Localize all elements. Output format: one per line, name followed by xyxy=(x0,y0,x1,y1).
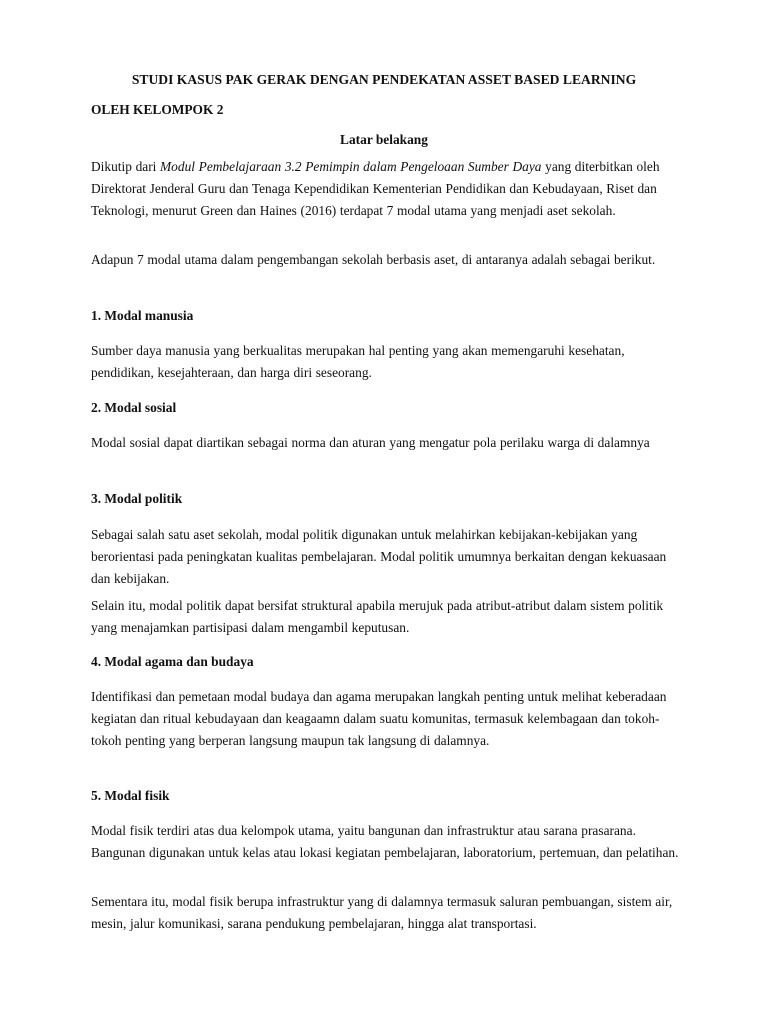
heading-modal-politik: 3. Modal politik xyxy=(91,491,183,506)
heading-modal-agama-budaya: 4. Modal agama dan budaya xyxy=(91,654,254,669)
intro-paragraph-2: Adapun 7 modal utama dalam pengembangan sekolah berbasis aset, di antaranya adalah sebagai berikut. xyxy=(91,252,656,267)
paragraph-modal-fisik-2: Sementara itu, modal fisik berupa infrastruktur yang di dalamnya termasuk saluran pembuangan, sistem air, mesin, jalur komunikasi, sarana pendukung pembelajaran, hingga alat transportasi. xyxy=(91,894,673,931)
section-title: Latar belakang xyxy=(340,132,428,147)
paragraph-modal-manusia: Sumber daya manusia yang berkualitas merupakan hal penting yang akan memengaruhi kesehatan, pendidikan, kesejahteraan, dan harga diri seseorang. xyxy=(91,343,625,380)
heading-modal-manusia: 1. Modal manusia xyxy=(91,308,194,323)
paragraph-modal-agama-budaya: Identifikasi dan pemetaan modal budaya dan agama merupakan langkah penting untuk melihat keberadaan kegiatan dan ritual kebudayaan dan keagaamn dalam suatu komunitas, termasuk kelembagaan dan tokoh-tokoh penting yang berperan langsung maupun tak langsung di dalamnya. xyxy=(91,689,667,748)
intro-paragraph xyxy=(91,156,681,222)
document-subtitle: OLEH KELOMPOK 2 xyxy=(91,102,224,117)
paragraph-modal-sosial: Modal sosial dapat diartikan sebagai norma dan aturan yang mengatur pola perilaku warga di dalamnya xyxy=(91,435,650,450)
paragraph-modal-politik-1: Sebagai salah satu aset sekolah, modal politik digunakan untuk melahirkan kebijakan-kebijakan yang berorientasi pada peningkatan kualitas pembelajaran. Modal politik umumnya berkaitan dengan kekuasaan dan kebijakan. xyxy=(91,527,667,586)
paragraph-modal-fisik-1: Modal fisik terdiri atas dua kelompok utama, yaitu bangunan dan infrastruktur atau sarana prasarana. Bangunan digunakan untuk kelas atau lokasi kegiatan pembelajaran, laboratorium, pertemuan, dan pelatihan. xyxy=(91,823,679,860)
document-title: STUDI KASUS PAK GERAK DENGAN PENDEKATAN ASSET BASED LEARNING xyxy=(131,72,637,87)
paragraph-modal-politik-2: Selain itu, modal politik dapat bersifat struktural apabila merujuk pada atribut-atribut dalam sistem politik yang menajamkan partisipasi dalam mengambil keputusan. xyxy=(91,598,664,635)
heading-modal-sosial: 2. Modal sosial xyxy=(91,400,177,415)
intro-module-title: Modul Pembelajaraan 3.2 Pemimpin dalam Pengeloaan Sumber Daya xyxy=(160,159,542,174)
intro-prefix: Dikutip dari xyxy=(91,159,161,174)
intro-suffix: yang diterbitkan oleh Direktorat Jenderal Guru dan Tenaga Kependidikan Kementerian Pendidikan dan Kebudayaan, Riset dan Teknologi, menurut Green dan Haines (2016) terdapat 7 modal utama yang menjadi aset sekolah. xyxy=(91,159,660,218)
heading-modal-fisik: 5. Modal fisik xyxy=(91,788,170,803)
